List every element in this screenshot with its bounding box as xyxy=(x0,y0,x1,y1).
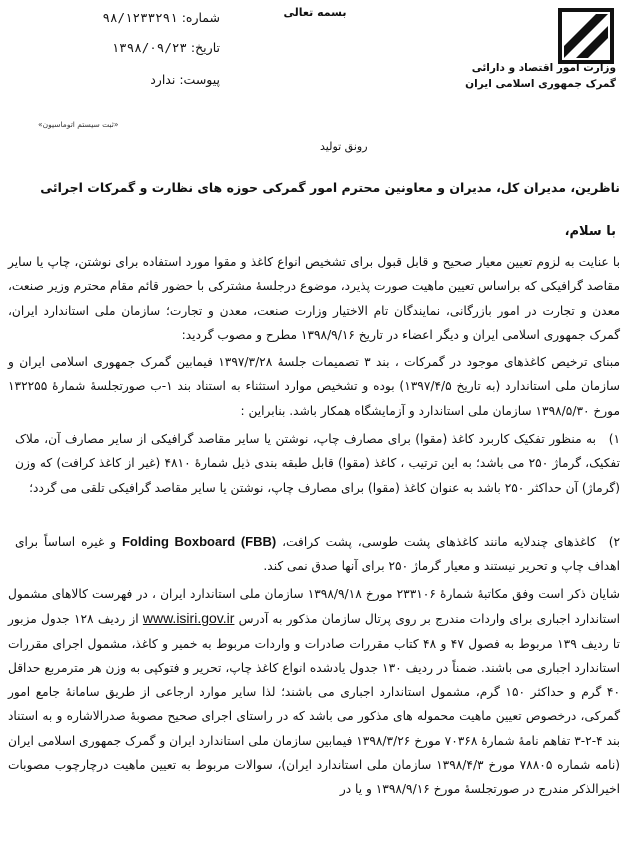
date-label: تاریخ: xyxy=(190,40,220,55)
customs-name: گمرک جمهوری اسلامی ایران xyxy=(465,78,616,90)
copy-note: رونق تولید xyxy=(320,140,368,153)
attachment-value: ندارد xyxy=(150,72,176,87)
item-1-number: ۱) xyxy=(608,432,620,446)
list-item-2 xyxy=(15,530,620,579)
letter-attachment xyxy=(20,72,220,87)
number-label: شماره: xyxy=(181,10,220,25)
ministry-name: وزارت امور اقتصاد و دارائی xyxy=(471,62,616,74)
ministry-block xyxy=(456,60,616,92)
item-1-text: به منظور تفکیک کاربرد کاغذ (مقوا) برای مصارف چاپ، نوشتن یا سایر مقاصد گرافیکی از سایر مصارف آن، ملاک تفکیک، گرماژ ۲۵۰ می باشد؛ به این ترتیب ، کاغذ (مقوا) قابل طبقه بندی ذیل شمارۀ ۴۸۱۰ (غیر از کاغذ کرافت) که وزن (گرماژ) آن حداکثر ۲۵۰ باشد به عنوان کاغذ (مقوا) برای مصارف چاپ، نوشتن یا سایر مقاصد گرافیکی تلقی می گردد؛ xyxy=(15,432,620,495)
paragraph-3-pre: شایان ذکر است وفق مکاتبۀ شمارۀ ۲۳۳۱۰۶ مورخ ۱۳۹۸/۹/۱۸ سازمان ملی استاندارد ایران ، در فهرست کالاهای مشمول استاندارد اجباری برای واردات مندرج بر روی پرتال سازمان مذکور به آدرس xyxy=(8,587,621,627)
paragraph-2: مبنای ترخیص کاغذهای موجود در گمرکات ، بند ۳ تصمیمات جلسۀ ۱۳۹۷/۳/۲۸ فیمابین گمرک جمهوری اسلامی ایران و سازمان ملی استاندارد (به تاریخ ۱۳۹۷/۴/۵) بوده و تشخیص موارد استثناء به استناد بند ۱-ب صورتجلسۀ شمارۀ ۱۳۲۲۵۵ مورخ ۱۳۹۸/۵/۳۰ سازمان ملی استاندارد و آزمایشگاه همکار باشد. بنابراین : xyxy=(8,355,621,418)
attachment-label: پیوست: xyxy=(179,72,220,87)
paragraph-1: با عنایت به لزوم تعیین معیار صحیح و قابل قبول برای تشخیص انواع کاغذ و مقوا مورد استفاده برای نوشتن، چاپ یا سایر مقاصد گرافیکی که براساس تعیین ماهیت صورت پذیرد، موضوع درجلسۀ مشترکی با حضور قائم مقام محترم وزیر صنعت، معدن و تجارت در امور بازرگانی، نمایندگان تام الاختیار وزارت صنعت، معدن و تجارت؛ سازمان ملی استاندارد ایران، گمرک جمهوری اسلامی ایران و دیگر اعضاء در تاریخ ۱۳۹۸/۹/۱۶ مطرح و مصوب گردید: xyxy=(8,255,620,342)
item-2-text-post: و غیره اساساً برای اهداف چاپ و تحریر نیستند و معیار گرماژ ۲۵۰ برای آنها صدق نمی کند. xyxy=(15,535,620,574)
item-2-number: ۲) xyxy=(608,535,620,549)
number-value: ۹۸/۱۲۳۳۲۹۱ xyxy=(102,10,178,25)
bismillah: بسمه تعالی xyxy=(283,6,347,19)
greeting: با سلام، xyxy=(564,224,616,239)
item-2-latin: Folding Boxboard (FBB) xyxy=(121,534,277,549)
addressee: ناظرین، مدیران کل، مدیران و معاونین محترم امور گمرکی حوزه های نظارت و گمرکات اجرائی xyxy=(40,180,620,195)
date-value: ۱۳۹۸/۰۹/۲۳ xyxy=(111,40,187,55)
isiri-link[interactable]: www.isiri.gov.ir xyxy=(142,610,235,627)
list-item-1 xyxy=(15,427,620,500)
letter-number xyxy=(20,10,220,25)
paragraph-3-post: از ردیف ۱۲۸ جدول مزبور تا ردیف ۱۳۹ مربوط به فصول ۴۷ و ۴۸ کتاب مقررات صادرات و واردات مربوط به خمیر و کاغذ، مشمول اجرای مقررات استاندارد اجباری می باشند. ضمناً در ردیف ۱۳۰ جدول یادشده انواع کاغذ چاپ، تحریر و فتوکپی به وزن هر مترمربع حداقل ۴۰ گرم و حداکثر ۱۵۰ گرم، مشمول استاندارد اجباری می باشند؛ لذا سایر موارد ارجاعی از طریق سامانۀ جامع امور گمرکی، درخصوص تعیین ماهیت محموله های مذکور می باشد که در راستای اجرای صحیح مصوبۀ صدرالاشاره و به استناد بند ۴-۲-۳ تفاهم نامۀ شمارۀ ۷۰۳۶۸ مورخ ۱۳۹۸/۳/۲۶ فیمابین سازمان ملی استاندارد ایران و گمرک جمهوری اسلامی ایران (نامه شماره ۷۸۸۰۵ مورخ ۱۳۹۸/۴/۳ سازمان ملی استاندارد ایران)، سوالات مربوط به تعیین ماهیت درچارچوب مصوبات اخیرالذکر مندرج در صورتجلسۀ مورخ ۱۳۹۸/۹/۱۶ و یا در xyxy=(8,612,621,797)
paragraph-3 xyxy=(8,582,620,802)
system-stamp: «ثبت سیستم اتوماسیون» xyxy=(38,120,119,129)
letter-date xyxy=(20,40,220,55)
item-2-text-pre: کاغذهای چندلایه مانند کاغذهای پشت طوسی، پشت کرافت، xyxy=(282,535,596,549)
